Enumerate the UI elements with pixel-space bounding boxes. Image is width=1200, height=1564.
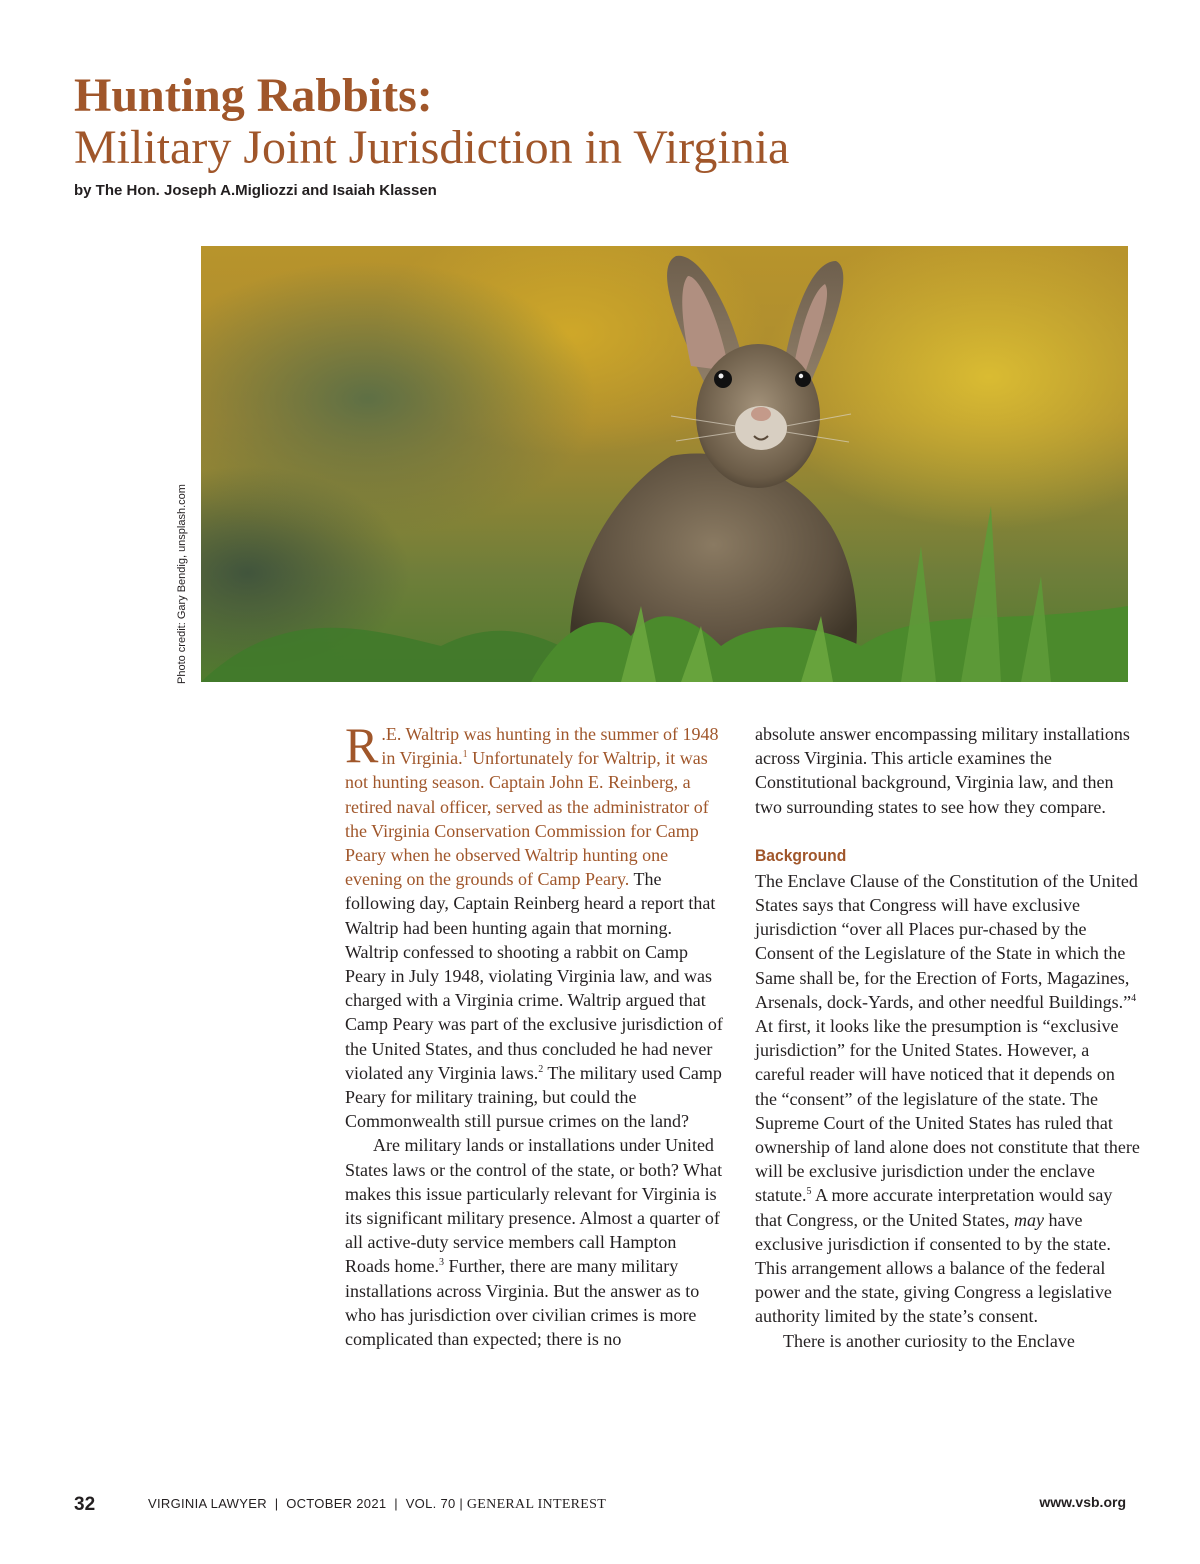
- footer-url-link[interactable]: www.vsb.org: [1039, 1494, 1126, 1510]
- paragraph-enclave: There is another curiosity to the Enclave: [783, 1330, 1075, 1351]
- rabbit-photo: [201, 246, 1128, 682]
- paragraph-background: [755, 869, 1140, 1329]
- title-line-2: Military Joint Jurisdiction in Virginia: [74, 121, 790, 174]
- footnote-ref-3[interactable]: 3: [439, 1257, 444, 1269]
- article-title: [74, 70, 789, 174]
- section-heading: Background: [755, 845, 847, 865]
- body-text: At first, it looks like the presumption is “exclusive jurisdiction” for the United States. However, a careful reader will have noticed that it depends on the “consent” of the legislature of the state. The Supreme Court of the United States has ruled that ownership of land alone does not constitute that there will be exclusive jurisdiction under the enclave statute.: [755, 1016, 1140, 1206]
- body-text: have exclusive jurisdiction if consented to by the state. This arrangement allows a balance of the federal power and the state, giving Congress a legislative: [755, 1209, 1112, 1303]
- rabbit-illustration: [201, 246, 1128, 682]
- footnote-ref-5[interactable]: 5: [806, 1186, 812, 1198]
- body-text: authority limited by the state’s consent.: [755, 1306, 1038, 1327]
- emphasis: may: [1013, 1209, 1044, 1230]
- body-text: A more accurate interpretation would say that Congress, or the United States,: [755, 1185, 1113, 1230]
- photo-credit: Photo credit: Gary Bendig, unsplash.com: [176, 484, 188, 684]
- title-line-1: Hunting Rabbits:: [74, 69, 433, 122]
- footer-publication: [148, 1496, 606, 1513]
- footnote-ref-1[interactable]: 1: [462, 749, 468, 761]
- byline: by The Hon. Joseph A.Migliozzi and Isaiah Klassen: [74, 182, 437, 199]
- lead-text-b: Unfortunately for Waltrip, it was not hunting season. Captain John E. Reinberg, a retired naval officer, served as the administrator of the Virginia Conservation Commission for Camp Peary when he observed Waltrip hunting one evening on the grounds of Camp Peary.: [345, 748, 709, 890]
- paragraph-intro: [345, 717, 725, 1133]
- publication-info: VIRGINIA LAWYER | OCTOBER 2021 | VOL. 70 |: [148, 1496, 464, 1511]
- column-left: [345, 717, 725, 1351]
- paragraph-question: [345, 1133, 725, 1351]
- paragraph-continued: absolute answer encompassing military installations across Virginia. This article examines the Constitutional background, Virginia law, and then two surrounding states to see how they compare.: [755, 724, 1130, 817]
- body-text: Further, there are many military installations across Virginia. But the answer as to who has jurisdiction over civilian crimes is more complicated than expected; there is no: [345, 1256, 700, 1350]
- column-right: [755, 722, 1140, 1353]
- body-text: The following day, Captain Reinberg heard a report that Waltrip had been hunting again that morning. Waltrip confessed to shooting a rabbit on Camp Peary in July 1948, violating Virginia law, and was charged with a Virginia crime. Waltrip argued that Camp Peary was part of the exclusive jurisdiction of the United States, and thus concluded he had never violated any Virginia laws.: [345, 869, 723, 1083]
- body-text: The Enclave Clause of the Constitution of the United States says that Congress will have exclusive jurisdiction “over all Places pur-chased by the Consent of the Legislature of the State in which the Same shall be, for the Erection of Forts, Magazines, Arsenals, dock-Yards, and other needful Buildings.”: [755, 870, 1138, 1012]
- lead-text-a: .E. Waltrip was hunting in the summer of 1948 in Virginia.: [381, 724, 719, 769]
- footnote-ref-4[interactable]: 4: [1131, 992, 1137, 1004]
- section-label: GENERAL INTEREST: [463, 1497, 607, 1512]
- page-number: 32: [74, 1494, 96, 1515]
- body-text: Are military lands or installations under United States laws or the control of the state, or both? What makes this issue particularly relevant for Virginia is its significant military presence. Almost a quarter of all active-duty service members call Hampton Roads home.: [345, 1135, 723, 1277]
- footnote-ref-2[interactable]: 2: [538, 1063, 544, 1075]
- body-text: The military used Camp Peary for military training, but could the Commonwealth still pursue crimes on the land?: [345, 1062, 722, 1132]
- drop-cap: R: [345, 717, 379, 773]
